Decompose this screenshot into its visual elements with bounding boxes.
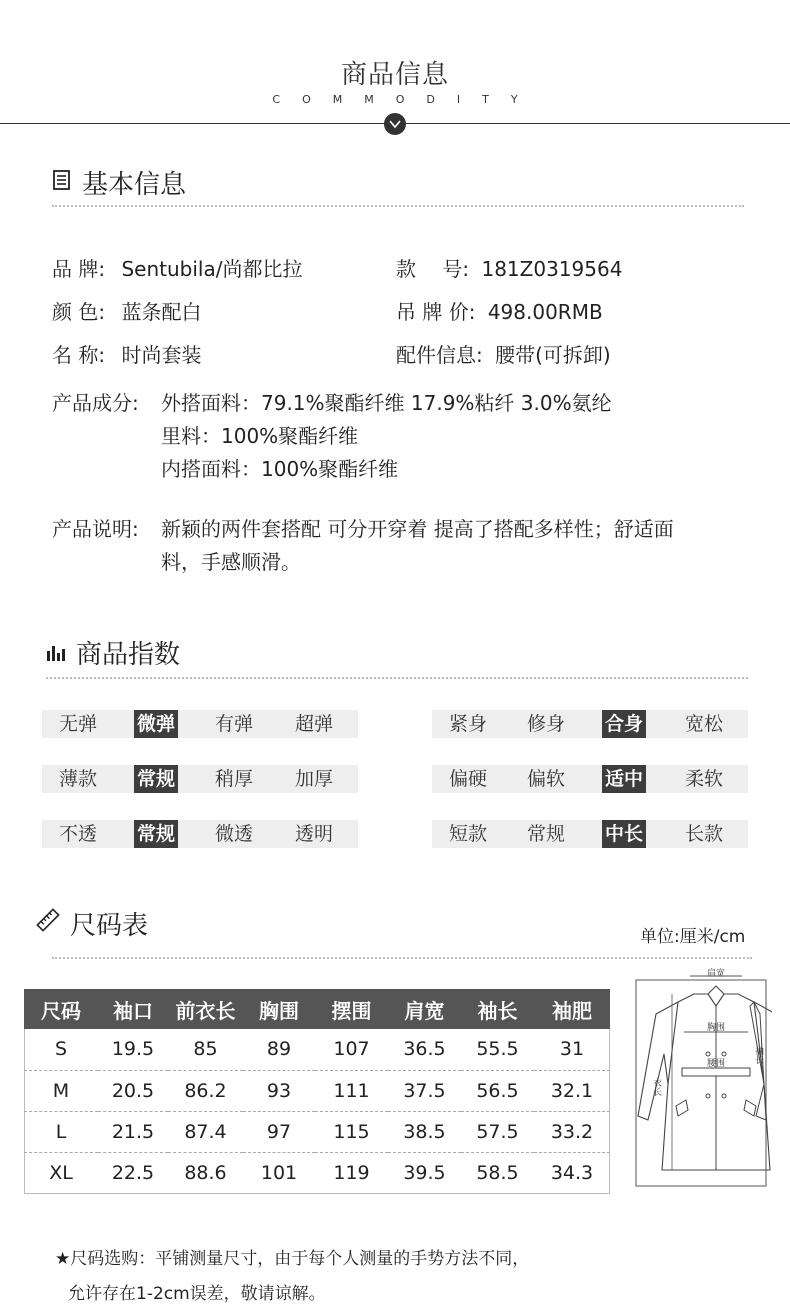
info-label: 名 称: [52, 343, 106, 367]
info-brand [52, 253, 302, 282]
section-basic-info-title [52, 164, 186, 201]
belt-shape [682, 1068, 750, 1076]
sleeve-label: 袖长 [753, 1046, 763, 1064]
index-option: 透明 [294, 823, 333, 845]
table-cell: 87.4 [168, 1111, 243, 1152]
info-value: 498.00RMB [487, 300, 603, 324]
column-header: 胸围 [243, 989, 315, 1029]
index-group [432, 820, 748, 848]
table-cell: 119 [315, 1152, 388, 1193]
page-subtitle: COMMODITY [272, 93, 540, 106]
table-cell: S [24, 1029, 98, 1070]
table-cell: 85 [168, 1029, 243, 1070]
size-note-line: 允许存在1-2cm误差，敬请谅解。 [68, 1284, 326, 1304]
collar-shape [708, 986, 724, 1006]
index-option: 宽松 [684, 713, 723, 735]
column-header: 肩宽 [388, 989, 461, 1029]
info-color [52, 296, 201, 325]
info-label: 颜 色: [52, 300, 106, 324]
info-accessory [396, 339, 611, 368]
table-cell: 58.5 [461, 1152, 534, 1193]
info-value: 腰带(可拆卸) [495, 343, 611, 367]
index-option: 微透 [214, 823, 253, 845]
shoulder-label: 肩宽 [706, 969, 726, 979]
table-cell: 111 [315, 1070, 388, 1111]
description-line: 新颖的两件套搭配 可分开穿着 提高了搭配多样性；舒适面 [161, 517, 674, 541]
table-cell: 93 [243, 1070, 315, 1111]
column-header: 袖长 [461, 989, 534, 1029]
section-divider [52, 957, 752, 959]
ruler-icon [36, 908, 60, 939]
table-row [24, 1070, 610, 1111]
index-option: 薄款 [58, 768, 97, 790]
index-option: 柔软 [684, 768, 723, 790]
size-table-header [24, 989, 610, 1029]
section-divider [46, 677, 748, 679]
index-option-selected: 微弹 [134, 710, 178, 738]
table-cell: 20.5 [98, 1070, 168, 1111]
table-cell: 101 [243, 1152, 315, 1193]
index-group [432, 765, 748, 793]
column-header: 摆围 [315, 989, 388, 1029]
index-option: 修身 [526, 713, 565, 735]
section-size-title [36, 905, 148, 942]
index-option-selected: 常规 [134, 765, 178, 793]
table-cell: 88.6 [168, 1152, 243, 1193]
chest-label: 胸围 [706, 1023, 726, 1033]
table-cell: 33.2 [534, 1111, 610, 1152]
chevron-down-icon [384, 113, 406, 135]
table-cell: 56.5 [461, 1070, 534, 1111]
info-style-no [396, 253, 622, 282]
unit-label: 单位:厘米/cm [640, 927, 746, 947]
section-title-text: 商品指数 [76, 640, 181, 670]
table-cell: XL [24, 1152, 98, 1193]
table-cell: 34.3 [534, 1152, 610, 1193]
table-row [24, 1111, 610, 1152]
size-table [24, 989, 610, 1194]
index-option: 偏软 [526, 768, 565, 790]
section-title-text: 基本信息 [82, 170, 187, 200]
column-header: 袖口 [98, 989, 168, 1029]
info-name [52, 339, 201, 368]
document-icon [52, 168, 72, 198]
index-option: 稍厚 [214, 768, 253, 790]
table-cell: 36.5 [388, 1029, 461, 1070]
table-cell: 57.5 [461, 1111, 534, 1152]
index-option-selected: 适中 [602, 765, 646, 793]
index-option-selected: 合身 [602, 710, 646, 738]
table-cell: 22.5 [98, 1152, 168, 1193]
waist-label: 腰围 [706, 1059, 726, 1069]
table-cell: 31 [534, 1029, 610, 1070]
info-label: 品 牌: [52, 257, 106, 281]
table-cell: 107 [315, 1029, 388, 1070]
index-option: 加厚 [294, 768, 333, 790]
composition-line: 内搭面料：100%聚酯纤维 [161, 457, 399, 481]
page-title: 商品信息 [340, 60, 449, 90]
length-label: 衣长 [651, 1078, 661, 1096]
composition-label: 产品成分: [52, 391, 139, 415]
index-group [42, 765, 358, 793]
table-cell: 86.2 [168, 1070, 243, 1111]
info-label: 款 号: [396, 257, 470, 281]
index-option: 短款 [448, 823, 487, 845]
index-option: 偏硬 [448, 768, 487, 790]
index-option: 紧身 [448, 713, 487, 735]
info-value: Sentubila/尚都比拉 [121, 257, 303, 281]
table-cell: 37.5 [388, 1070, 461, 1111]
info-label: 吊 牌 价: [396, 300, 476, 324]
table-cell: 21.5 [98, 1111, 168, 1152]
column-header: 袖肥 [534, 989, 610, 1029]
table-row [24, 1152, 610, 1193]
index-option: 无弹 [58, 713, 97, 735]
table-cell: L [24, 1111, 98, 1152]
info-value: 时尚套装 [121, 343, 202, 367]
index-option: 超弹 [294, 713, 333, 735]
index-option: 长款 [684, 823, 723, 845]
description-label: 产品说明: [52, 517, 139, 541]
table-cell: 39.5 [388, 1152, 461, 1193]
table-row [24, 1029, 610, 1070]
info-label: 配件信息: [396, 343, 483, 367]
section-divider [52, 205, 744, 207]
index-option: 有弹 [214, 713, 253, 735]
table-cell: 89 [243, 1029, 315, 1070]
description-line: 料，手感顺滑。 [161, 550, 301, 574]
index-option-selected: 中长 [602, 820, 646, 848]
coat-measurement-diagram [632, 966, 772, 1188]
index-group [432, 710, 748, 738]
info-value: 181Z0319564 [481, 257, 623, 281]
column-header: 尺码 [24, 989, 98, 1029]
composition-line: 里料：100%聚酯纤维 [161, 424, 359, 448]
table-cell: M [24, 1070, 98, 1111]
section-index-title [46, 634, 180, 671]
index-group [42, 710, 358, 738]
table-cell: 19.5 [98, 1029, 168, 1070]
composition-line: 外搭面料：79.1%聚酯纤维 17.9%粘纤 3.0%氨纶 [161, 391, 612, 415]
table-cell: 55.5 [461, 1029, 534, 1070]
size-note-line: ★尺码选购：平铺测量尺寸，由于每个人测量的手势方法不同， [55, 1249, 530, 1269]
table-cell: 32.1 [534, 1070, 610, 1111]
table-cell: 115 [315, 1111, 388, 1152]
bar-chart-icon [46, 638, 66, 668]
table-cell: 97 [243, 1111, 315, 1152]
table-cell: 38.5 [388, 1111, 461, 1152]
section-title-text: 尺码表 [70, 911, 149, 941]
info-value: 蓝条配白 [121, 300, 202, 324]
index-option-selected: 常规 [134, 820, 178, 848]
index-option: 不透 [58, 823, 97, 845]
index-option: 常规 [526, 823, 565, 845]
index-group [42, 820, 358, 848]
column-header: 前衣长 [168, 989, 243, 1029]
info-tag-price [396, 296, 603, 325]
